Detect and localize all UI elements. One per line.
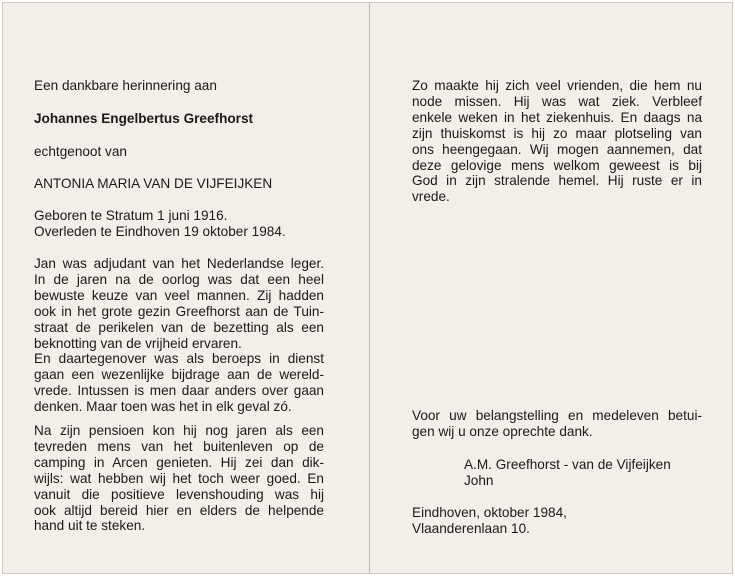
- text-line: bewuste keuze van veel mannen. Zij hadden: [34, 287, 324, 303]
- death-line: Overleden te Eindhoven 19 oktober 1984.: [34, 224, 286, 239]
- text-line: gaan een wezenlijke bijdrage aan de wereld-: [34, 367, 324, 383]
- spouse-name: ANTONIA MARIA VAN DE VIJFEIJKEN: [34, 176, 273, 191]
- text-line: camping in Arcen genieten. Hij zei dan dik-: [34, 454, 324, 470]
- text-line: gen wij u onze oprechte dank.: [412, 423, 593, 439]
- text-line: vrede. Intussen is men daar anders over gaan: [34, 383, 324, 399]
- signature-line-1: A.M. Greefhorst - van de Vijfeijken: [464, 457, 671, 472]
- text-line: tevreden mens van het buitenleven op de: [34, 438, 324, 454]
- text-line: ook in het grote gezin Greefhorst aan de Tuin-: [34, 303, 324, 319]
- text-line: zijn thuiskomst is hij zo maar plotseling van: [412, 125, 702, 141]
- deceased-name: Johannes Engelbertus Greefhorst: [34, 111, 254, 126]
- fold-line: [369, 3, 370, 573]
- text-line: En daartegenover was als beroeps in dienst: [34, 351, 324, 367]
- birth-line: Geboren te Stratum 1 juni 1916.: [34, 208, 228, 223]
- text-line: ons heengegaan. Wij mogen aannemen, dat: [412, 141, 702, 157]
- text-line: straat de perikelen van de bezetting als een: [34, 319, 324, 335]
- text-line: beknotting van de vrijheid ervaren.: [34, 335, 242, 351]
- text-line: deze gelovige mens welkom geweest is bij: [412, 157, 702, 173]
- text-line: vrede.: [412, 189, 450, 205]
- place-date: Eindhoven, oktober 1984,: [412, 505, 567, 520]
- text-line: Na zijn pensioen kon hij nog jaren als een: [34, 423, 324, 438]
- text-line: Voor uw belangstelling en medeleven betui-: [412, 408, 702, 423]
- biography-paragraph-1: [34, 256, 324, 415]
- spouse-label: echtgenoot van: [34, 144, 127, 159]
- text-line: denken. Maar toen was het in elk geval zó.: [34, 399, 292, 415]
- text-line: Jan was adjudant van het Nederlandse leger.: [34, 256, 324, 271]
- text-line: vanuit die positieve levenshouding was hij: [34, 486, 324, 502]
- text-line: wijls: wat hebben wij het toch weer goed. En: [34, 470, 324, 486]
- text-line: Zo maakte hij zich veel vrienden, die hem nu: [412, 78, 702, 93]
- biography-paragraph-2: [34, 423, 324, 534]
- text-line: God in zijn stralende hemel. Hij ruste er in: [412, 173, 702, 189]
- signature-line-2: John: [464, 473, 494, 488]
- address: Vlaanderenlaan 10.: [412, 521, 530, 536]
- intro-line: Een dankbare herinnering aan: [34, 78, 217, 93]
- closing-paragraph: [412, 78, 702, 205]
- thanks-paragraph: [412, 408, 702, 440]
- text-line: enkele weken in het ziekenhuis. En daags na: [412, 109, 702, 125]
- text-line: node missen. Hij was wat ziek. Verbleef: [412, 93, 702, 109]
- text-line: hand uit te steken.: [34, 518, 146, 534]
- memorial-card: [2, 2, 733, 574]
- text-line: In de jaren na de oorlog was dat een heel: [34, 271, 324, 287]
- text-line: ook altijd bereid hier en elders de helpende: [34, 502, 324, 518]
